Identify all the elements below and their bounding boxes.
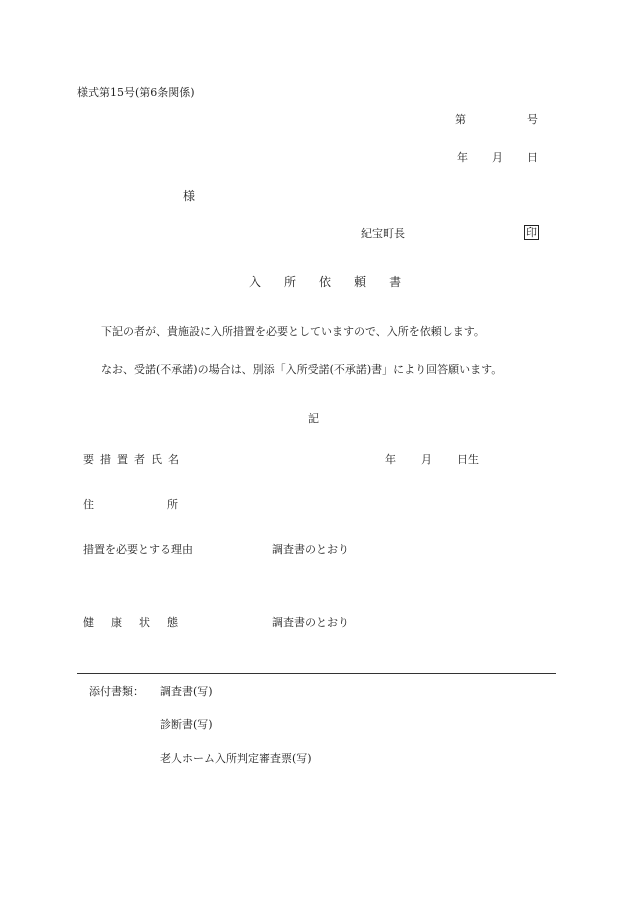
- document-title: [249, 276, 401, 288]
- attachment-item: 調査書(写): [160, 685, 213, 698]
- address-label-1: 住: [83, 498, 94, 511]
- ki-heading: 記: [308, 412, 319, 425]
- label-char: 健: [83, 616, 94, 629]
- label-char: 置: [117, 453, 128, 466]
- title-char: 頼: [354, 275, 367, 289]
- attachment-item: 診断書(写): [160, 718, 213, 731]
- body-paragraph-2: なお、受諾(不承諾)の場合は、別添「入所受諾(不承諾)書」により回答願います。: [101, 363, 503, 376]
- health-value: 調査書のとおり: [272, 616, 349, 629]
- form-number: 様式第15号(第6条関係): [77, 86, 195, 99]
- date-day: 日: [527, 151, 538, 164]
- label-char: 氏: [151, 453, 162, 466]
- title-char: 所: [284, 275, 297, 289]
- birth-year: 年: [385, 453, 396, 466]
- birth-month: 月: [421, 453, 432, 466]
- date-month: 月: [492, 151, 503, 164]
- birth-day: 日生: [457, 453, 479, 466]
- addressee-honorific: 様: [183, 189, 196, 203]
- label-char: 名: [168, 453, 179, 466]
- attachment-item: 老人ホーム入所判定審査票(写): [160, 752, 312, 765]
- label-char: 康: [111, 616, 122, 629]
- doc-number-suffix: 号: [527, 113, 538, 126]
- body-paragraph-1: 下記の者が、貴施設に入所措置を必要としていますので、入所を依頼します。: [101, 325, 485, 338]
- address-label-2: 所: [167, 498, 178, 511]
- seal-mark: 印: [526, 226, 537, 239]
- label-char: 要: [83, 453, 94, 466]
- health-label: [83, 617, 178, 628]
- date-year: 年: [457, 151, 468, 164]
- reason-value: 調査書のとおり: [272, 543, 349, 556]
- title-char: 入: [249, 275, 262, 289]
- sender-name: 紀宝町長: [361, 227, 405, 240]
- attachments-label: 添付書類：: [89, 685, 144, 698]
- label-char: 者: [134, 453, 145, 466]
- name-label: [83, 454, 179, 465]
- divider-line: [77, 673, 556, 674]
- label-char: 状: [139, 616, 150, 629]
- label-char: 態: [167, 616, 178, 629]
- title-char: 依: [319, 275, 332, 289]
- label-char: 措: [100, 453, 111, 466]
- title-char: 書: [389, 275, 402, 289]
- doc-number-prefix: 第: [455, 113, 466, 126]
- reason-label: 措置を必要とする理由: [83, 543, 193, 556]
